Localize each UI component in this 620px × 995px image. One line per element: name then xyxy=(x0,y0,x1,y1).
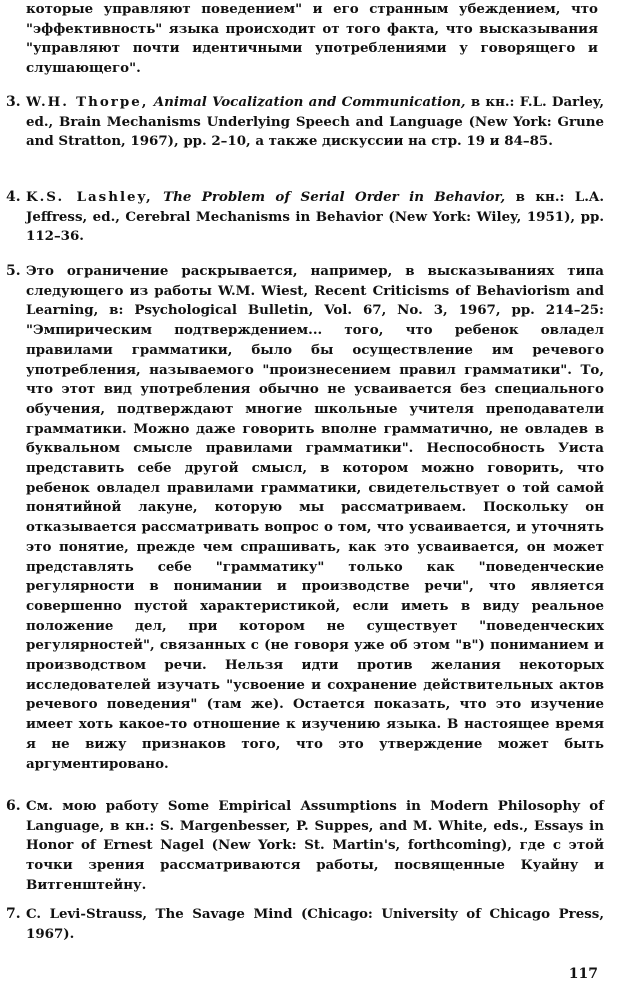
footnote-author: W.H. Thorpe, xyxy=(26,94,149,110)
footnote-5 xyxy=(6,262,604,774)
footnote-number: 7. xyxy=(6,906,21,922)
footnote-text xyxy=(26,188,604,247)
page-number: 117 xyxy=(568,966,598,982)
footnote-text: См. мою работу Some Empirical Assumptions in Modern Philosophy of Language, в кн.: S. Margenbesser, P. Suppes, and M. White, eds., Essays in Honor of Ernest Nagel (New York: St. Martin's, forthcoming), где с этой точки зрения рассматриваются работы, посвященные Куайну и Витгенштейну. xyxy=(26,798,604,893)
footnote-7 xyxy=(6,905,604,944)
footnote-number: 5. xyxy=(6,263,21,279)
footnote-rest: в кн.: F.L. Darley, ed., Brain Mechanisms Underlying Speech and Language (New York: Grune and Stratton, 1967), pp. 2–10, а также дискуссии на стр. 19 и 84–85. xyxy=(26,94,605,150)
footnote-number: 6. xyxy=(6,798,21,814)
footnote-author: K.S. Lashley, xyxy=(26,189,153,205)
footnote-text: Это ограничение раскрывается, например, в высказываниях типа следующего из работы W.M. Wiest, Recent Criticisms of Behaviorism and Learning, в: Psychological Bulletin, Vol. 67, No. 3, 1967, pp. 214–25: "Эмпирическим подтверждением... того, что ребенок овладел правилами грамматики, было бы осуществление им речевого употребления, называемого "произнесением правил грамматики". То, что этот вид употребления обычно не усваивается без специального обучения, подтверждают многие школьные учителя преподаватели грамматики. Можно даже говорить вполне грамматично, не овладев в буквальном смысле правилами грамматики". Неспособность Уиста представить себе другой смысл, в котором можно говорить, что ребенок овладел правилами грамматики, свидетельствует о той самой понятийной лакуне, которую мы рассматриваем. Поскольку он отказывается рассматривать вопрос о том, что усваивается, и уточнять это понятие, прежде чем спрашивать, как это усваивается, он может представлять себе "грамматику" только как "поведенческие регулярности в понимании и производстве речи", что является совершенно пустой характеристикой, если иметь в виду реальное положение дел, при котором не существует "поведенческих регулярностей", связанных с (не говоря уже об этом "в") пониманием и производством речи. Нельзя идти против желания некоторых исследователей изучать "усвоение и сохранение действительных актов речевого поведения" (там же). Остается показать, что это изучение имеет хоть какое-то отношение к изучению языка. В настоящее время я не вижу признаков того, что это утверждение может быть аргументировано. xyxy=(26,263,604,772)
footnote-title: Animal Vocalization and Communication, xyxy=(153,94,466,110)
footnote-number: 4. xyxy=(6,189,21,205)
footnote-title: The Problem of Serial Order in Behavior, xyxy=(163,189,506,205)
footnote-6 xyxy=(6,797,604,896)
footnote-4 xyxy=(6,188,604,247)
footnote-text: C. Levi-Strauss, The Savage Mind (Chicago: University of Chicago Press, 1967). xyxy=(26,906,604,942)
footnote-number: 3. xyxy=(6,94,21,110)
footnote-3 xyxy=(6,93,604,152)
footnote-text xyxy=(26,93,604,152)
footnote-rest: в кн.: L.A. Jeffress, ed., Cerebral Mechanisms in Behavior (New York: Wiley, 1951), pp. 112–36. xyxy=(26,189,604,245)
note-continuation: которые управляют поведением" и его странным убеждением, что "эффективность" языка происходит от того факта, что высказывания "управляют почти идентичными употреблениями у говорящего и слушающего". xyxy=(26,1,598,77)
